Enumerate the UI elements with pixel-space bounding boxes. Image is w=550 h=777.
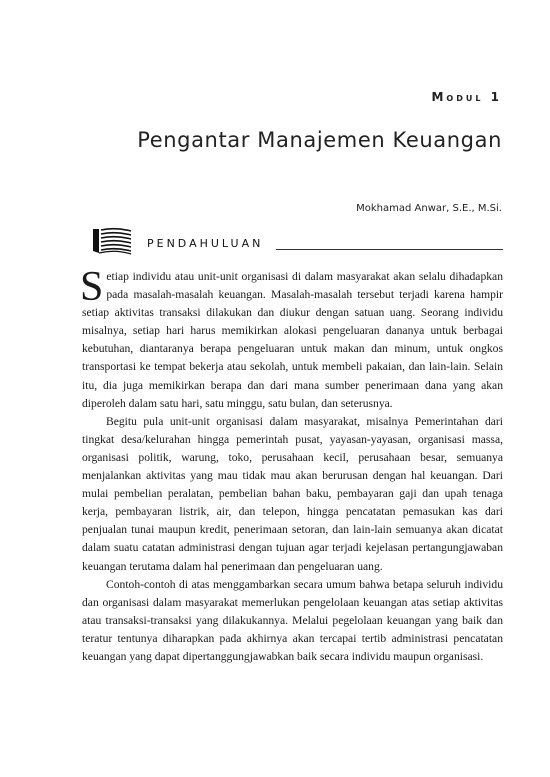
section-header bbox=[91, 227, 503, 255]
paragraph-3: Contoh-contoh di atas menggambarkan secara umum bahwa betapa seluruh individu dan organisasi dalam masyarakat memerlukan pengelolaan keuangan atas setiap aktivitas atau transaksi-transaksi yang dilakukannya. Melalui pegelolaan keuangan yang baik dan teratur tentunya diharapkan pada akhirnya akan tercapai tertib administrasi pencatatan keuangan yang dapat dipertanggungjawabkan baik secara individu maupun organisasi. bbox=[82, 577, 503, 663]
paragraph-1-text: etiap individu atau unit-unit organisasi di dalam masyarakat akan selalu dihadapkan pada masalah-masalah keuangan. Masalah-masalah tersebut terjadi karena hampir setiap aktivitas transaksi dilakukan dan diukur dengan satuan uang. Seorang individu misalnya, setiap hari harus memikirkan alokasi pengeluaran dananya untuk berbagai kebutuhan, diantaranya berapa pengeluaran untuk makan dan minum, untuk ongkos transportasi ke tempat bekerja atau sekolah, untuk membeli pakaian, dan lain-lain. Selain itu, dia juga memikirkan berapa dan dari mana sumber penerimaan dana yang akan diperoleh dalam satu hari, satu minggu, satu bulan, dan seterusnya. bbox=[82, 270, 503, 410]
drop-cap: S bbox=[80, 264, 104, 310]
body-text bbox=[80, 264, 503, 666]
open-book-icon bbox=[91, 227, 133, 255]
paragraph-1 bbox=[80, 264, 503, 413]
page-title: Pengantar Manajemen Keuangan bbox=[137, 128, 502, 152]
paragraph-2: Begitu pula unit-unit organisasi dalam masyarakat, misalnya Pemerintahan dari tingkat desa/kelurahan hingga pemerintah pusat, yayasan-yayasan, organisasi massa, organisasi politik, warung, toko, perusahaan kecil, perusahaan besar, semuanya menjalankan aktivitas yang mau tidak mau akan berurusan dengan hal keuangan. Dari mulai pembelian peralatan, pembelian bahan baku, pembayaran gaji dan upah tenaga kerja, pembayaran listrik, air, dan telepon, hingga pencatatan pemasukan kas dari penjualan tunai maupun kredit, penerimaan setoran, dan lain-lain semuanya akan dicatat dalam suatu catatan administrasi dengan tujuan agar terjadi kejelasan pertangungjawaban keuangan terutama dalam hal penerimaan dan pengeluaran uang. bbox=[82, 414, 503, 573]
module-label: Modul 1 bbox=[431, 90, 502, 104]
author-name: Mokhamad Anwar, S.E., M.Si. bbox=[356, 203, 502, 214]
section-label: PENDAHULUAN bbox=[147, 237, 264, 250]
section-rule bbox=[276, 249, 503, 250]
